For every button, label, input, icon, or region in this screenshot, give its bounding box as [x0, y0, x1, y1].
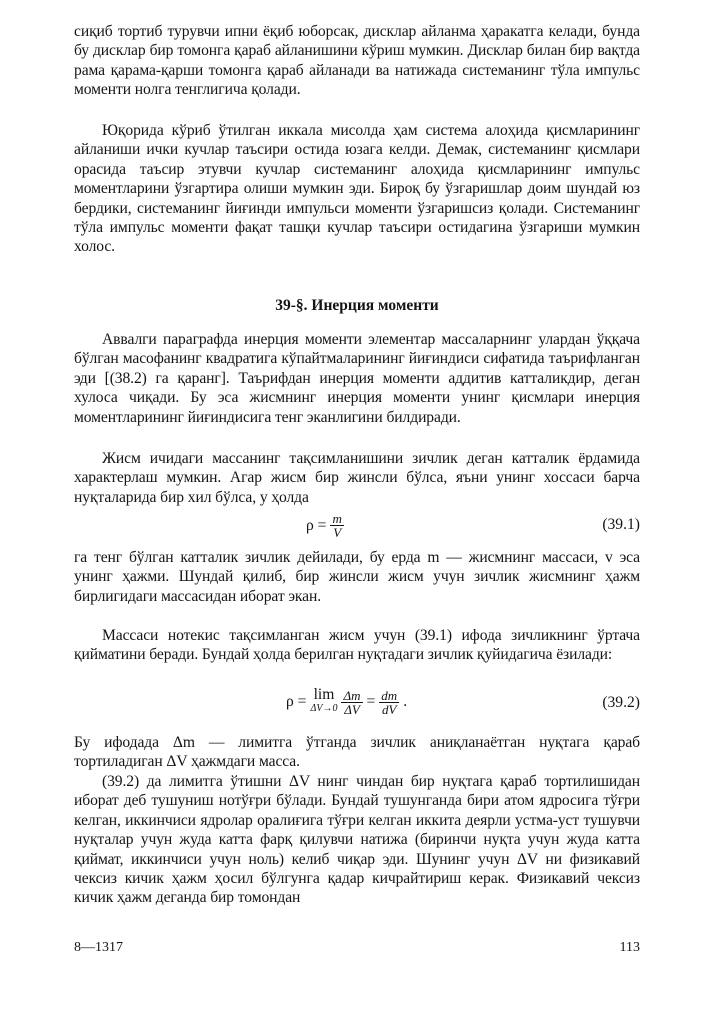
footer-signature: 8—1317: [74, 940, 123, 955]
eq2-limit: [310, 688, 337, 716]
eq2-frac2-numerator: dm: [381, 687, 398, 703]
section-heading: 39-§. Инерция моменти: [275, 297, 439, 314]
paragraph-delta-m: Бу ифодада Δm — лимитга ўтганда зичлик аниқланаётган нуқтага қараб тортиладиган ΔV ҳажмдаги масса.: [74, 734, 640, 771]
eq1-fraction: [330, 512, 343, 539]
eq2-period: .: [403, 693, 408, 710]
eq2-lim-text: lim: [313, 686, 335, 703]
eq1-denominator: V: [333, 525, 342, 540]
equation-39-1: [74, 508, 640, 548]
eq2-lhs: ρ =: [286, 693, 307, 710]
page-number: 113: [619, 940, 640, 955]
eq2-fraction-delta: [341, 689, 362, 716]
paragraph-system-parts: Юқорида кўриб ўтилган иккала мисолда ҳам система алоҳида қисмларининг айланиши ички кучлар таъсири остида юзага келди. Демак, системанинг қисмлари орасида таъсир этувчи кучлар системанинг алоҳида қисмларининг импульс моментларини ўзгартира олиши мумкин эди. Бироқ бу ўзгаришлар доим шундай юз бердики, системанинг йиғинди импульси моменти ўзгаришсиз қолади. Системанинг тўла импульс моменти фақат ташқи кучлар таъсири остидагина ўзгариши мумкин холос.: [74, 122, 640, 256]
eq2-label: (39.2): [602, 694, 640, 711]
paragraph-moment-definition: Аввалги параграфда инерция моменти элементар массаларнинг улардан ўққача бўлган масофанинг квадратига кўпайтмаларининг йиғиндиси сифатида таърифланган эди [(38.2) га қаранг]. Таърифдан инерция моменти аддитив катталикдир, деган хулоса чиқади. Бу эса жисмнинг инерция моменти унинг қисмлари инерция моментларининг йиғиндисига тенг эканлигини билдиради.: [74, 331, 640, 426]
eq1-numerator: m: [332, 511, 342, 526]
eq2-fraction-derivative: [379, 689, 399, 716]
eq2-lim-subscript: ΔV→0: [310, 703, 338, 714]
equation-39-2: [74, 686, 640, 728]
eq1-label: (39.1): [602, 516, 640, 533]
paragraph-nonuniform: Массаси нотекис тақсимланган жисм учун (39.1) ифода зичликнинг ўртача қийматини беради. Бундай ҳолда берилган нуқтадаги зичлик қуйидагича ёзилади:: [74, 627, 640, 664]
eq2-frac2-denominator: dV: [382, 701, 397, 717]
eq2-equals: =: [366, 693, 376, 710]
paragraph-limit-explanation: (39.2) да лимитга ўтишни ΔV нинг чиндан бир нуқтага қараб тортилишидан иборат деб тушуниш нотўғри бўлади. Бундай тушунганда бири атом ядросига тўғри келган, иккинчиси ядролар оралиғига тўғри келган иккита деярли устма-уст тушувчи нуқталар учун жуда катта фарқ қилувчи натижа (биринчи нуқта учун жуда катта қиймат, иккинчиси учун ноль) келиб чиқар эди. Шунинг учун ΔV ни физикавий чексиз кичик ҳажм ҳосил бўлгунга қадар кичрайтириш керак. Физикавий чексиз кичик ҳажм деганда бир томондан: [74, 773, 640, 907]
eq2-frac1-denominator: ΔV: [344, 701, 360, 717]
paragraph-density-intro: Жисм ичидаги массанинг тақсимланишини зичлик деган катталик ёрдамида характерлаш мумкин. Агар жисм бир жинсли бўлса, яъни унинг хоссаси барча нуқталарида бир хил бўлса, у ҳолда: [74, 450, 640, 506]
eq2-frac1-numerator: Δm: [343, 687, 361, 703]
paragraph-continuation: сиқиб тортиб турувчи ипни ёқиб юборсак, дисклар айланма ҳаракатга келади, бунда бу дисклар бир томонга қараб айланишини кўриш мумкин. Дисклар билан бир вақтда рама қарама-қарши томонга қараб айланади ва натижада системанинг тўла импульс моменти нолга тенглигича қолади.: [74, 23, 640, 99]
eq1-lhs: ρ =: [306, 516, 327, 534]
paragraph-density-definition: га тенг бўлган катталик зичлик дейилади, бу ерда m — жисмнинг массаси, v эса унинг ҳажми. Шундай қилиб, бир жинсли жисм учун зичлик жисмнинг ҳажм бирлигидаги массасидан иборат экан.: [74, 549, 640, 605]
